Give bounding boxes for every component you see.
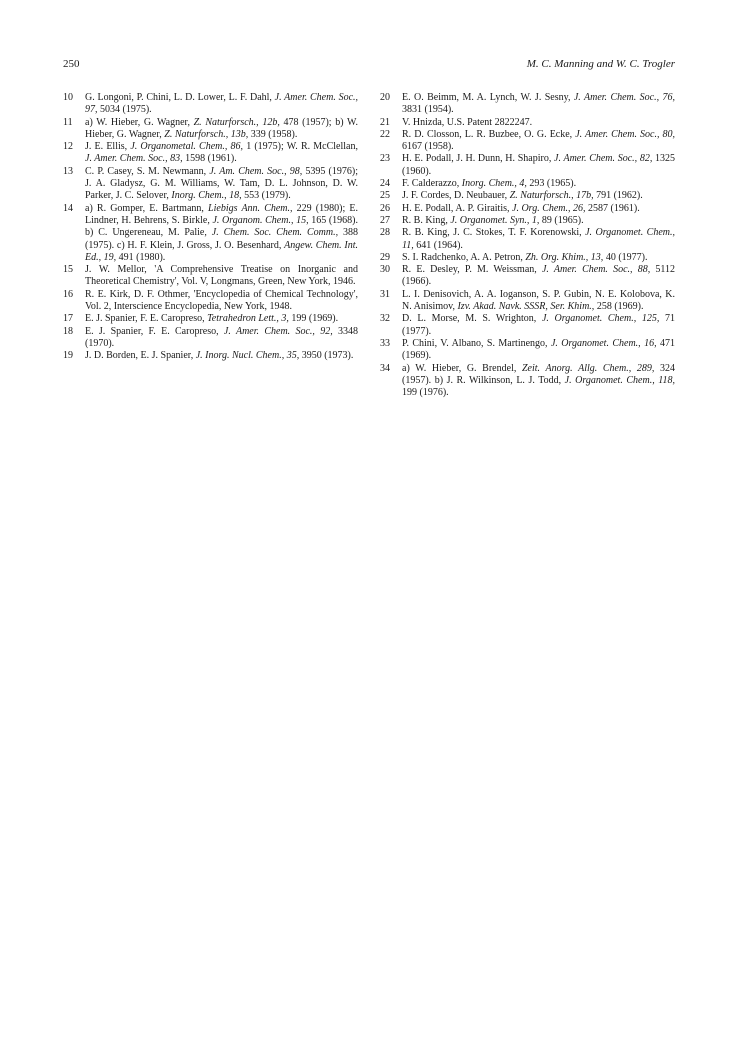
citation-text: 1598 (1961). <box>182 153 237 165</box>
citation-text: 199 (1976). <box>402 387 449 399</box>
citation-text: 3831 (1954). <box>402 104 454 116</box>
citation-journal: J. Amer. Chem. Soc., 82, <box>554 153 653 165</box>
reference-item <box>380 153 675 178</box>
reference-text <box>85 141 358 166</box>
citation-text: 1 (1975); W. R. McClellan, <box>243 141 358 153</box>
citation-text: 641 (1964). <box>413 239 463 251</box>
citation-text: 791 (1962). <box>593 190 643 202</box>
reference-text <box>85 203 358 264</box>
citation-text: H. E. Podall, J. H. Dunn, H. Shapiro, <box>402 153 555 165</box>
citation-journal: J. Chem. Soc. Chem. Comm., <box>211 227 339 239</box>
reference-item <box>63 166 358 203</box>
reference-item <box>380 313 675 338</box>
citation-text: E. O. Beimm, M. A. Lynch, W. J. Sesny, <box>402 92 574 103</box>
reference-text <box>85 166 358 203</box>
references-left-column <box>63 92 358 363</box>
reference-item <box>380 129 675 154</box>
citation-text: 5395 (1976); J. A. Gladysz, G. M. Williams, W. Tam, D. L. Johnson, D. W. Parker, J. C. Selover, <box>85 165 358 202</box>
reference-text <box>402 215 675 227</box>
reference-text <box>402 363 675 400</box>
citation-journal: J. Organomet. Syn., 1, <box>450 214 540 226</box>
reference-text <box>85 313 358 325</box>
reference-number: 21 <box>380 116 390 128</box>
citation-text: 5034 (1975). <box>97 104 152 116</box>
reference-text <box>402 190 675 202</box>
reference-number: 33 <box>380 337 390 349</box>
reference-number: 14 <box>63 202 73 214</box>
reference-text <box>85 350 358 362</box>
citation-text: 5112 (1966). <box>402 264 676 288</box>
reference-text <box>85 117 358 142</box>
citation-journal: Inorg. Chem., 18, <box>171 190 242 202</box>
citation-text: a) W. Hieber, G. Wagner, <box>85 116 194 128</box>
citation-journal: Inorg. Chem., 4, <box>461 178 527 190</box>
citation-journal: Z. Naturforsch., 12b, <box>193 116 280 128</box>
reference-text <box>402 153 675 178</box>
reference-number: 12 <box>63 141 73 153</box>
page-header <box>63 58 675 74</box>
citation-text: 1325 (1960). <box>402 153 676 177</box>
reference-number: 31 <box>380 288 390 300</box>
citation-text: 388 (1975). c) H. F. Klein, J. Gross, J. O. Besenhard, <box>85 227 358 251</box>
reference-item <box>380 203 675 215</box>
citation-journal: Zh. Org. Khim., 13, <box>525 251 604 263</box>
citation-text: F. Calderazzo, <box>402 178 462 190</box>
reference-number: 13 <box>63 165 73 177</box>
reference-number: 26 <box>380 202 390 214</box>
citation-text: R. D. Closson, L. R. Buzbee, O. G. Ecke, <box>402 128 576 140</box>
reference-item <box>380 178 675 190</box>
reference-number: 28 <box>380 227 390 239</box>
citation-text: J. E. Ellis, <box>85 141 131 153</box>
citation-journal: J. Amer. Chem. Soc., 83, <box>85 153 183 165</box>
citation-text: R. B. King, <box>402 214 451 226</box>
citation-text: 553 (1979). <box>241 190 291 202</box>
citation-text: 3348 (1970). <box>85 325 359 349</box>
reference-number: 22 <box>380 128 390 140</box>
reference-text <box>402 92 675 117</box>
reference-item <box>380 190 675 202</box>
reference-text <box>402 227 675 252</box>
reference-item <box>380 264 675 289</box>
reference-item <box>63 326 358 351</box>
reference-item <box>63 289 358 314</box>
citation-text: H. E. Podall, A. P. Giraitis, <box>402 202 513 214</box>
citation-text: 471 (1969). <box>402 337 675 362</box>
citation-text: 89 (1965). <box>539 214 584 226</box>
reference-item <box>63 350 358 362</box>
citation-journal: J. Amer. Chem. Soc., 76, <box>573 92 675 103</box>
reference-item <box>63 92 358 117</box>
citation-text: 6167 (1958). <box>402 141 454 153</box>
citation-text: 324 (1957). b) J. R. Wilkinson, L. J. Todd, <box>402 362 675 386</box>
reference-number: 23 <box>380 153 390 165</box>
reference-number: 20 <box>380 92 390 103</box>
citation-journal: Z. Naturforsch., 17b, <box>509 190 594 202</box>
citation-text: 293 (1965). <box>526 178 577 190</box>
reference-item <box>63 264 358 289</box>
citation-text: 40 (1977). <box>603 251 648 263</box>
reference-text <box>402 129 675 154</box>
reference-number: 27 <box>380 214 390 226</box>
reference-number: 24 <box>380 178 390 190</box>
citation-text: S. I. Radchenko, A. A. Petron, <box>402 251 526 263</box>
citation-text: L. I. Denisovich, A. A. Ioganson, S. P. Gubin, N. E. Kolobova, K. N. Anisimov, <box>402 288 675 313</box>
reference-number: 10 <box>63 92 73 103</box>
citation-text: R. E. Kirk, D. F. Othmer, 'Encyclopedia of Chemical Technology', Vol. 2, Interscience Encyclopedia, New York, 1948. <box>85 288 358 313</box>
reference-number: 32 <box>380 313 390 325</box>
reference-number: 18 <box>63 325 73 337</box>
reference-item <box>380 227 675 252</box>
citation-text: E. J. Spanier, F. E. Caropreso, <box>85 313 208 325</box>
citation-journal: J. Organomet. Chem., 118, <box>564 374 675 386</box>
reference-number: 15 <box>63 264 73 276</box>
reference-text <box>85 264 358 289</box>
reference-item <box>380 117 675 129</box>
reference-item <box>380 363 675 400</box>
reference-text <box>402 338 675 363</box>
citation-text: J. D. Borden, E. J. Spanier, <box>85 350 196 362</box>
citation-text: 258 (1969). <box>594 301 644 313</box>
reference-number: 17 <box>63 313 73 325</box>
reference-item <box>63 203 358 264</box>
reference-number: 25 <box>380 190 390 202</box>
reference-text <box>402 117 675 129</box>
citation-journal: J. Organomet. Chem., 125, <box>541 313 660 325</box>
reference-number: 11 <box>63 116 73 128</box>
citation-journal: J. Am. Chem. Soc., 98, <box>209 165 303 177</box>
reference-item <box>63 313 358 325</box>
citation-journal: J. Organometal. Chem., 86, <box>130 141 244 153</box>
reference-text <box>85 289 358 314</box>
citation-journal: Zeit. Anorg. Allg. Chem., 289, <box>521 362 655 374</box>
reference-text <box>402 252 675 264</box>
reference-text <box>402 289 675 314</box>
citation-journal: J. Org. Chem., 26, <box>512 202 586 214</box>
citation-text: J. W. Mellor, 'A Comprehensive Treatise on Inorganic and Theoretical Chemistry', Vol. V, Longmans, Green, New York, 1946. <box>85 264 358 288</box>
running-head: M. C. Manning and W. C. Trogler <box>526 58 675 70</box>
citation-journal: J. Organomet. Chem., 16, <box>550 337 657 349</box>
reference-number: 19 <box>63 350 73 362</box>
citation-journal: J. Amer. Chem. Soc., 92, <box>223 325 333 337</box>
citation-journal: Z. Naturforsch., 13b, <box>164 128 249 140</box>
reference-text <box>402 178 675 190</box>
citation-journal: J. Organomet. Chem., 11, <box>402 227 675 251</box>
citation-text: C. P. Casey, S. M. Newmann, <box>85 165 210 177</box>
citation-journal: Izv. Akad. Navk. SSSR, Ser. Khim., <box>457 301 595 313</box>
reference-item <box>380 338 675 363</box>
citation-journal: J. Organom. Chem., 15, <box>212 214 309 226</box>
reference-item <box>380 215 675 227</box>
citation-text: G. Longoni, P. Chini, L. D. Lower, L. F. Dahl, <box>85 92 275 103</box>
citation-text: R. B. King, J. C. Stokes, T. F. Korenowski, <box>402 227 586 239</box>
citation-journal: J. Inorg. Nucl. Chem., 35, <box>195 350 300 362</box>
reference-text <box>85 326 358 351</box>
citation-text: a) R. Gomper, E. Bartmann, <box>85 202 209 214</box>
references-right-column <box>380 92 675 399</box>
citation-journal: Tetrahedron Lett., 3, <box>207 313 289 325</box>
reference-item <box>380 92 675 117</box>
reference-number: 30 <box>380 264 390 276</box>
citation-text: R. E. Desley, P. M. Weissman, <box>402 264 542 276</box>
citation-text: 339 (1958). <box>248 128 298 140</box>
citation-text: 71 (1977). <box>402 313 675 337</box>
reference-number: 16 <box>63 288 73 300</box>
citation-text: 3950 (1973). <box>299 350 354 362</box>
citation-text: 165 (1968). b) C. Ungereneau, M. Palie, <box>85 214 358 239</box>
citation-text: a) W. Hieber, G. Brendel, <box>402 362 522 374</box>
citation-journal: J. Amer. Chem. Soc., 97, <box>85 92 359 116</box>
citation-text: P. Chini, V. Albano, S. Martinengo, <box>402 337 551 349</box>
citation-text: 491 (1980). <box>116 251 166 263</box>
citation-journal: J. Amer. Chem. Soc., 88, <box>541 264 651 276</box>
reference-text <box>85 92 358 117</box>
reference-item <box>63 117 358 142</box>
reference-number: 29 <box>380 251 390 263</box>
reference-text <box>402 203 675 215</box>
reference-text <box>402 264 675 289</box>
citation-text: 2587 (1961). <box>585 202 640 214</box>
reference-text <box>402 313 675 338</box>
citation-text: J. F. Cordes, D. Neubauer, <box>402 190 510 202</box>
reference-item <box>380 289 675 314</box>
citation-text: V. Hnizda, U.S. Patent 2822247. <box>402 116 533 128</box>
citation-text: 478 (1957); b) W. Hieber, G. Wagner, <box>85 116 359 140</box>
citation-journal: Liebigs Ann. Chem., <box>208 202 293 214</box>
reference-item <box>63 141 358 166</box>
reference-number: 34 <box>380 362 390 374</box>
page-number: 250 <box>63 58 80 70</box>
reference-item <box>380 252 675 264</box>
citation-journal: J. Amer. Chem. Soc., 80, <box>575 128 675 140</box>
citation-text: E. J. Spanier, F. E. Caropreso, <box>85 325 224 337</box>
citation-text: D. L. Morse, M. S. Wrighton, <box>402 313 542 325</box>
citation-text: 229 (1980); E. Lindner, H. Behrens, S. Birkle, <box>85 202 358 226</box>
citation-text: 199 (1969). <box>288 313 339 325</box>
citation-journal: Angew. Chem. Int. Ed., 19, <box>85 239 358 263</box>
